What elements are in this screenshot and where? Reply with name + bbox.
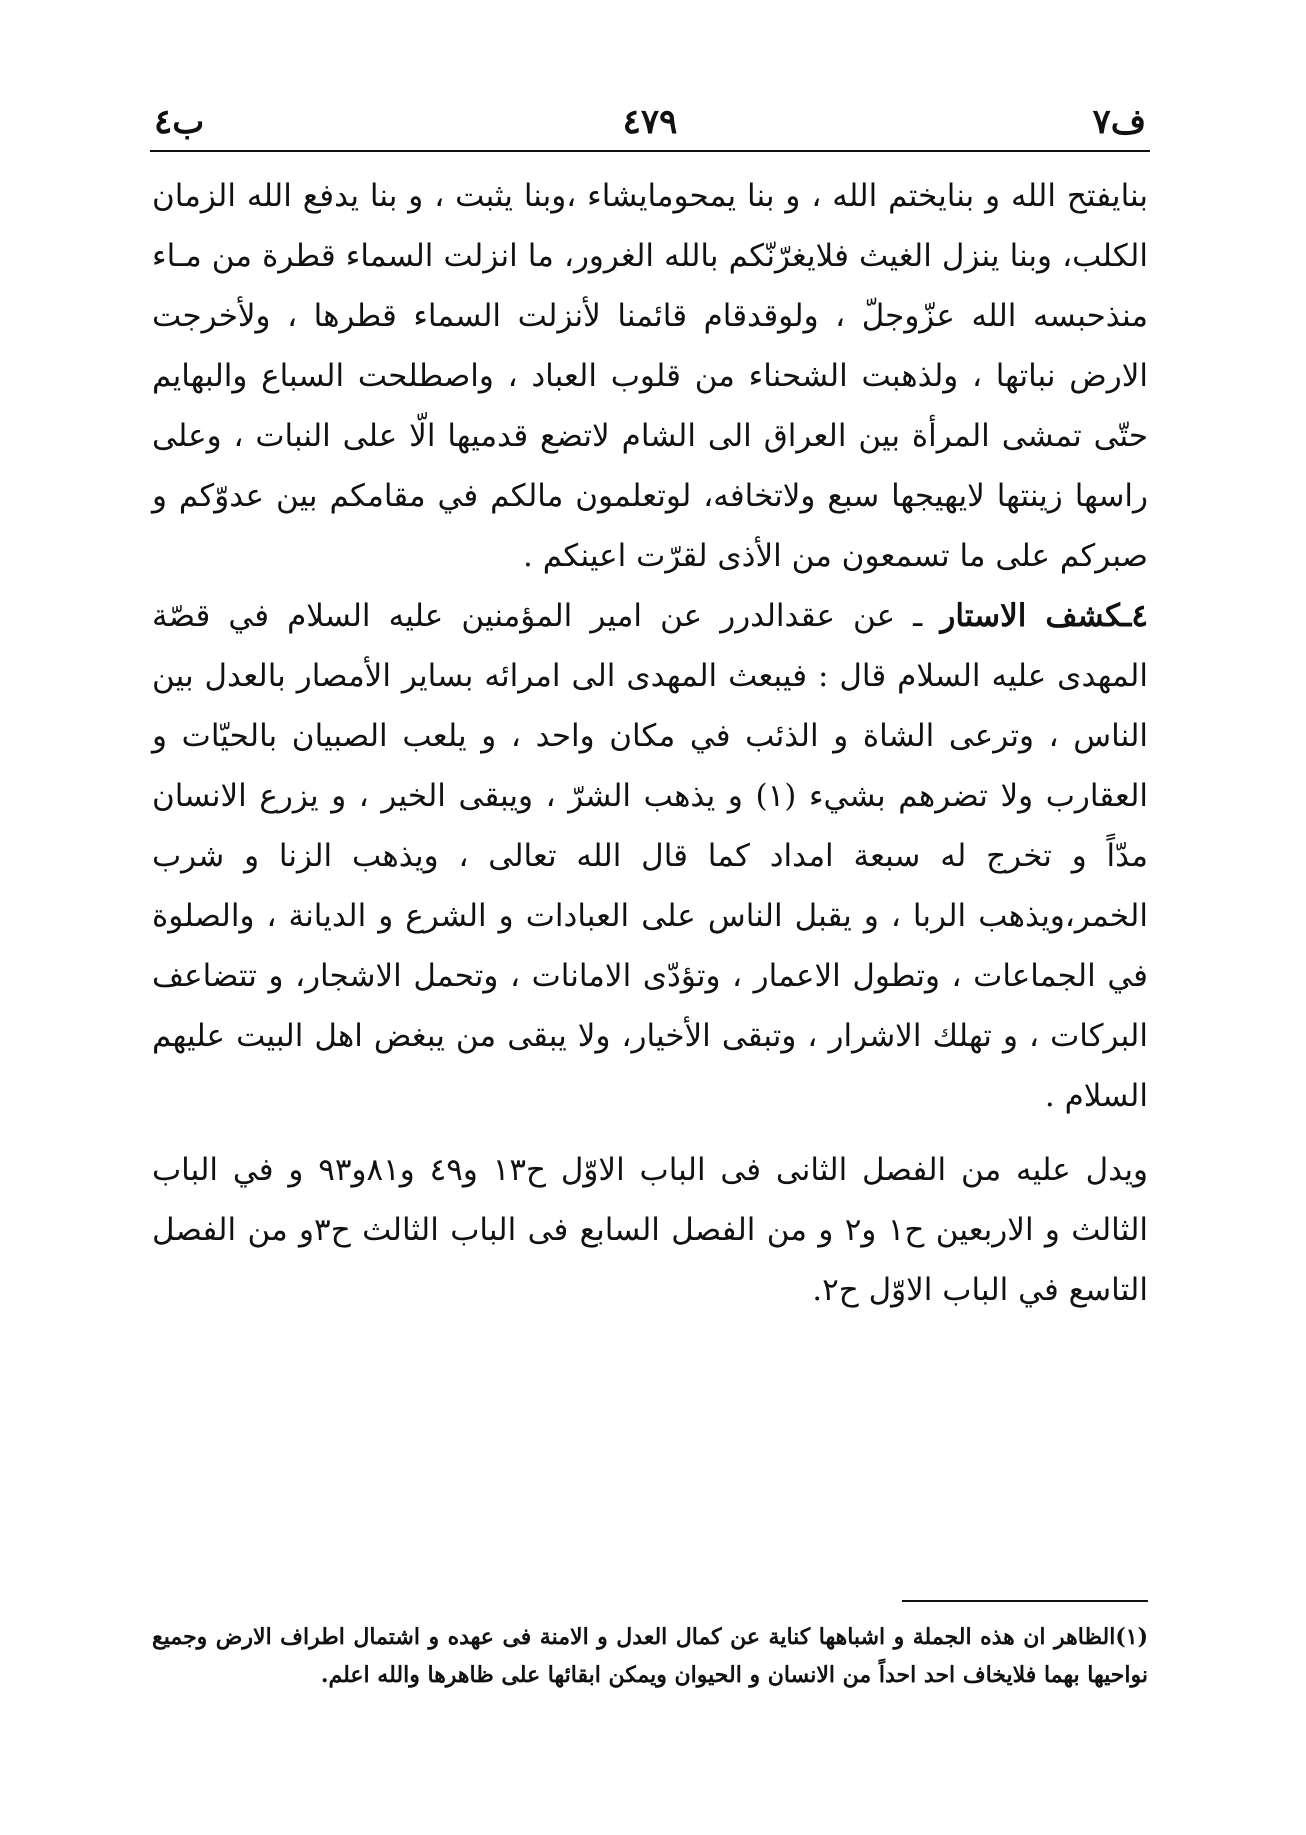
paragraph-1: بنايفتح الله و بنايختم الله ، و بنا يمحومايشاء ،وبنا يثبت ، و بنا يدفع الله الزمان الكلب، وبنا ينزل الغيث فلايغرّنّكم بالله الغرور، ما انزلت السماء قطرة من مـاء منذحبسه الله عزّوجلّ ، ولوقدقام قائمنا لأنزلت السماء قطرها ، ولأخرجت الارض نباتها ، ولذهبت الشحناء من قلوب العباد ، واصطلحت السباع والبهايم حتّى تمشى المرأة بين العراق الى الشام لاتضع قدميها الّا على النبات ، وعلى راسها زينتها لايهيجها سبع ولاتخافه، لوتعلمون مالكم في مقامكم بين عدوّكم و صبركم على ما تسمعون من الأذى لقرّت اعينكم . xyxy=(152,178,1148,574)
footnote: (١)الظاهر ان هذه الجملة و اشباهها كناية عن كمال العدل و الامنة فى عهده و اشتمال اطراف الارض وجميع نواحيها بهما فلايخاف احد احداً من الانسان و الحيوان ويمكن ابقائها على ظاهرها والله اعلم. xyxy=(152,1624,1148,1688)
paragraph-2 xyxy=(152,586,1148,1126)
section-marker: ب٤ xyxy=(154,102,205,142)
hadith-number: ٤ـ xyxy=(1122,598,1148,634)
main-text xyxy=(152,166,1148,1320)
footnote-divider xyxy=(902,1600,1148,1602)
chapter-marker: ف٧ xyxy=(1092,102,1146,142)
paragraph-2-body: ـ عن عقدالدرر عن امير المؤمنين عليه السلام في قصّة المهدى عليه السلام قال : فيبعث المهدى الى امرائه بساير الأمصار بالعدل بين الناس ، وترعى الشاة و الذئب في مكان واحد ، و يلعب الصبيان بالحيّات و العقارب ولا تضرهم بشيء (١) و يذهب الشرّ ، ويبقى الخير ، و يزرع الانسان مدّاً و تخرج له سبعة امداد كما قال الله تعالى ، ويذهب الزنا و شرب الخمر،ويذهب الربا ، و يقبل الناس على العبادات و الشرع و الديانة ، والصلوة في الجماعات ، وتطول الاعمار ، وتؤدّى الامانات ، وتحمل الاشجار، و تتضاعف البركات ، و تهلك الاشرار ، وتبقى الأخيار، ولا يبقى من يبغض اهل البيت عليهم السلام . xyxy=(152,598,1149,1114)
paragraph-3: ويدل عليه من الفصل الثانى فى الباب الاوّل ح١٣ و٤٩ و٨١و٩٣ و في الباب الثالث و الاربعين ح١ و٢ و من الفصل السابع فى الباب الثالث ح٣و من الفصل التاسع في الباب الاوّل ح٢. xyxy=(152,1152,1149,1308)
header-divider xyxy=(150,150,1150,152)
page-header xyxy=(150,98,1150,146)
page-number: ٤٧٩ xyxy=(622,102,678,142)
hadith-source: كشف الاستار xyxy=(940,598,1123,634)
